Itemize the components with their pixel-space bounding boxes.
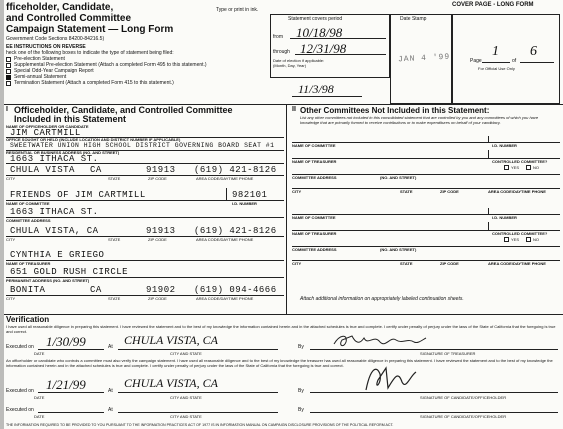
attach-note: Attach additional information on appropriately labeled continuation sheets.	[300, 296, 464, 302]
committee-zip: 91913	[146, 226, 176, 236]
type-print-note: Type or print in ink.	[216, 7, 259, 13]
through-label: through	[273, 49, 290, 55]
executed-on-label-1: Executed on	[6, 344, 34, 350]
candidate-phone: (619) 421-8126	[194, 165, 277, 175]
other-committee-2-city-label: CITY	[292, 261, 302, 266]
date-election-sub: (Month, Day, Year)	[273, 63, 307, 68]
treasurer-zip: 91902	[146, 285, 176, 295]
at-line-1	[118, 349, 278, 350]
from-label: from	[273, 34, 283, 40]
government-code: Government Code Sections 84200-84216.5)	[6, 36, 105, 42]
other-committee-2-state-label: STATE	[400, 261, 413, 266]
other-committee-1-street-label: (NO. AND STREET)	[380, 175, 417, 180]
by-label-2: By	[298, 388, 304, 394]
other-committee-2-no-label: NO	[533, 237, 539, 242]
candidate-city-caption: CITY	[6, 176, 16, 181]
official-use-label: For Official Use Only	[478, 66, 515, 71]
from-line	[290, 38, 386, 39]
other-committee-2-id-divider	[488, 208, 489, 214]
treasurer-name: CYNTHIA E GRIEGO	[10, 250, 105, 260]
field-line	[6, 163, 284, 164]
statement-type-checkbox[interactable]	[6, 57, 11, 62]
by-line-2	[310, 392, 558, 393]
candidate-city: CHULA VISTA	[10, 165, 75, 175]
executed-on-label-3: Executed on	[6, 407, 34, 413]
field-label: NAME OF OFFICEHOLDER OR CANDIDATE	[6, 124, 89, 129]
section2-description: List any other committees not included in this consolidated statement that are controlled by you and any committees of which you have knowledge that are primarily formed to receive contributions or to make expenditures on behalf of your candidacy.	[300, 115, 539, 125]
through-line	[295, 54, 386, 55]
by-label-3: By	[298, 407, 304, 413]
by-line-1	[310, 349, 558, 350]
of-line	[520, 62, 554, 63]
verification-text-1: I have used all reasonable diligence in preparing this statement. I have reviewed the statement and to the best of my knowledge the information contained herein and in the attached schedules is true and complete. I certify under penalty of perjury under the laws of the State of California that the foregoing is true and correct.	[6, 324, 556, 334]
section-vertical-divider	[286, 104, 287, 314]
other-committee-1-id-label: I.D. NUMBER	[492, 143, 517, 148]
other-committee-1-name-label: NAME OF COMMITTEE	[292, 143, 336, 148]
by-line-3	[310, 412, 558, 413]
other-committee-2-yes-checkbox[interactable]	[504, 237, 509, 242]
committee-state-caption: STATE	[108, 237, 121, 242]
page-line	[482, 62, 510, 63]
section1-title-2: Included in this Statement	[14, 114, 127, 124]
statement-type-checkbox[interactable]	[6, 63, 11, 68]
executed-date-2: 1/21/99	[46, 377, 86, 392]
at-label-2: At	[108, 388, 113, 394]
field-label: RESIDENTIAL OR BUSINESS ADDRESS (NO. AND STREET)	[6, 150, 120, 155]
cover-page-label: COVER PAGE - LONG FORM	[452, 2, 534, 8]
at-line-3	[118, 412, 278, 413]
committee-id: 982101	[232, 190, 268, 200]
scan-edge	[0, 0, 4, 429]
committee-name: FRIENDS OF JIM CARTMILL	[10, 190, 146, 200]
other-committee-1-state-label: STATE	[400, 189, 413, 194]
other-committee-1-id-divider	[488, 136, 489, 142]
statement-type-label: Supplemental Pre-election Statement (Attach a completed Form 495 to this statement.)	[14, 62, 207, 68]
statement-type-checkbox[interactable]	[6, 81, 11, 86]
section2-number: II	[292, 106, 296, 113]
other-committee-2-no-checkbox[interactable]	[526, 237, 531, 242]
treasurer-phone: (619) 094-4666	[194, 285, 277, 295]
other-committee-2-street-label: (NO. AND STREET)	[380, 247, 417, 252]
form-title-line3: Campaign Statement — Long Form	[6, 24, 174, 35]
verification-divider	[4, 314, 563, 315]
executed-on-label-2: Executed on	[6, 388, 34, 394]
other-committee-1-yes-label: YES	[511, 165, 520, 170]
other-committee-1-controlled-label: CONTROLLED COMMITTEE?	[492, 159, 548, 164]
committee-id-divider	[226, 188, 227, 200]
executed-date-1: 1/30/99	[46, 334, 86, 349]
committee-address: 1663 ITHACA ST.	[10, 207, 99, 217]
city-state-caption-3: CITY AND STATE	[170, 414, 202, 419]
statement-type-label: Semi-annual Statement	[14, 74, 67, 80]
date-caption-1: DATE	[34, 351, 45, 356]
section2-title: Other Committees Not Included in this Statement:	[300, 106, 490, 115]
other-committee-2-ctrl-divider	[488, 222, 489, 230]
period-label: Statement covers period	[288, 16, 343, 22]
other-committee-2-treasurer-label: NAME OF TREASURER	[292, 231, 337, 236]
other-committee-2-addr-label: COMMITTEE ADDRESS	[292, 247, 337, 252]
page-box	[452, 14, 560, 104]
date-stamp-label: Date Stamp	[400, 16, 427, 22]
footer-note: THE INFORMATION REQUIRED TO BE PROVIDED TO YOU PURSUANT TO THE INFORMATION PRACTICES ACT OF 1977 IS IN INFORMATION MANUAL ON CAMPAIGN DISCLOSURE PROVISIONS OF THE POLITICAL REFORM ACT.	[6, 423, 394, 427]
city-state-caption-1: CITY AND STATE	[170, 351, 202, 356]
other-committee-1-no-checkbox[interactable]	[526, 165, 531, 170]
see-instructions: EE INSTRUCTIONS ON REVERSE	[6, 44, 86, 50]
form-title-line2: and Controlled Committee	[6, 13, 132, 24]
committee-phone: (619) 421-8126	[194, 226, 277, 236]
committee-zip-caption: ZIP CODE	[148, 237, 167, 242]
candidate-signature	[360, 360, 420, 396]
sig-treasurer-caption: SIGNATURE OF TREASURER	[420, 351, 476, 356]
executed-place-1: CHULA VISTA, CA	[124, 333, 218, 347]
other-committee-2-id-label: I.D. NUMBER	[492, 215, 517, 220]
committee-label: NAME OF COMMITTEE	[6, 201, 50, 206]
other-committee-1-zip-label: ZIP CODE	[440, 189, 459, 194]
other-committee-1-treasurer-label: NAME OF TREASURER	[292, 159, 337, 164]
other-committee-2-yes-label: YES	[511, 237, 520, 242]
treasurer-address: 651 GOLD RUSH CIRCLE	[10, 267, 129, 277]
city-state-caption-2: CITY AND STATE	[170, 395, 202, 400]
other-committee-1-yes-checkbox[interactable]	[504, 165, 509, 170]
election-date: 11/3/98	[298, 82, 334, 96]
other-committee-2-name-label: NAME OF COMMITTEE	[292, 215, 336, 220]
other-committee-1-city-label: CITY	[292, 189, 302, 194]
form-title-line1: fficeholder, Candidate,	[6, 2, 114, 13]
treasurer-state-caption: STATE	[108, 296, 121, 301]
exec-line-3	[38, 412, 104, 413]
by-label-1: By	[298, 344, 304, 350]
sig-candidate-caption-2: SIGNATURE OF CANDIDATE/OFFICEHOLDER	[420, 414, 507, 419]
date-caption-3: DATE	[34, 414, 45, 419]
sig-candidate-caption-1: SIGNATURE OF CANDIDATE/OFFICEHOLDER	[420, 395, 507, 400]
received-stamp: JAN 4 '99	[397, 52, 451, 65]
field-value: SWEETWATER UNION HIGH SCHOOL DISTRICT GOVERNING BOARD SEAT #1	[10, 142, 275, 149]
treasurer-label: NAME OF TREASURER	[6, 261, 51, 266]
page-total: 6	[530, 44, 537, 59]
through-date: 12/31/98	[300, 41, 347, 56]
at-line-2	[118, 392, 278, 393]
other-committee-2-zip-label: ZIP CODE	[440, 261, 459, 266]
section1-title-1: Officeholder, Candidate, and Controlled Committee	[14, 105, 233, 115]
executed-place-2: CHULA VISTA, CA	[124, 376, 218, 390]
verification-title: Verification	[6, 315, 50, 324]
statement-type-checkbox[interactable]	[6, 69, 11, 74]
other-committee-2-phone-label: AREA CODE/DAYTIME PHONE	[488, 261, 546, 266]
other-committee-1-ctrl-divider	[488, 150, 489, 158]
statement-type-checkbox[interactable]	[6, 75, 11, 80]
verification-text-2: An officeholder or candidate who controls a committee must also verify the campaign statement. I have used all reasonable diligence and to the best of my knowledge the treasurer has used all reasonable diligence in preparing this statement. I have reviewed the statement and to the best of my knowledge the information contained herein and in the attached schedules is true and complete. I certify under penalty of perjury under the laws of the State of California that the foregoing is true and correct.	[6, 358, 553, 368]
check-one-label: heck one of the following boxes to indicate the type of statement being filed:	[6, 50, 174, 56]
date-election-label: Date of election if applicable:	[273, 58, 325, 63]
exec-line-1	[38, 349, 104, 350]
treasurer-state: CA	[90, 285, 102, 295]
statement-type-label: Pre-election Statement	[14, 56, 65, 62]
page-label: Page	[470, 58, 482, 64]
other-committee-1-phone-label: AREA CODE/DAYTIME PHONE	[488, 189, 546, 194]
section1-number: I	[6, 106, 8, 113]
committee-addr-label: COMMITTEE ADDRESS	[6, 218, 51, 223]
at-label-1: At	[108, 344, 113, 350]
committee-phone-caption: AREA CODE/DAYTIME PHONE	[196, 237, 254, 242]
date-caption-2: DATE	[34, 395, 45, 400]
other-committee-1-no-label: NO	[533, 165, 539, 170]
committee-city: CHULA VISTA, CA	[10, 226, 99, 236]
treasurer-zip-caption: ZIP CODE	[148, 296, 167, 301]
statement-type-label: Special Odd-Year Campaign Report	[14, 68, 94, 74]
candidate-zip-caption: ZIP CODE	[148, 176, 167, 181]
other-committee-1-addr-label: COMMITTEE ADDRESS	[292, 175, 337, 180]
treasurer-city-caption: CITY	[6, 296, 16, 301]
treasurer-phone-caption: AREA CODE/DAYTIME PHONE	[196, 296, 254, 301]
field-label: OFFICE SOUGHT OR HELD (INCLUDE LOCATION AND DISTRICT NUMBER IF APPLICABLE)	[6, 137, 181, 142]
candidate-state: CA	[90, 165, 102, 175]
candidate-zip: 91913	[146, 165, 176, 175]
committee-id-label: I.D. NUMBER	[232, 201, 257, 206]
committee-city-caption: CITY	[6, 237, 16, 242]
field-value: JIM CARTMILL	[10, 128, 81, 138]
page-number: 1	[492, 44, 499, 59]
at-label-3: At	[108, 407, 113, 413]
candidate-phone-caption: AREA CODE/DAYTIME PHONE	[196, 176, 254, 181]
treasurer-city: BONITA	[10, 285, 46, 295]
field-value: 1663 ITHACA ST.	[10, 154, 99, 164]
other-committee-2-controlled-label: CONTROLLED COMMITTEE?	[492, 231, 548, 236]
from-date: 10/18/98	[296, 25, 343, 40]
candidate-state-caption: STATE	[108, 176, 121, 181]
treasurer-addr-label: PERMANENT ADDRESS (NO. AND STREET)	[6, 278, 90, 283]
of-label: of	[512, 58, 517, 64]
exec-line-2	[38, 392, 104, 393]
election-line	[292, 96, 362, 97]
statement-type-label: Termination Statement (Attach a completed Form 415 to this statement.)	[14, 80, 174, 86]
